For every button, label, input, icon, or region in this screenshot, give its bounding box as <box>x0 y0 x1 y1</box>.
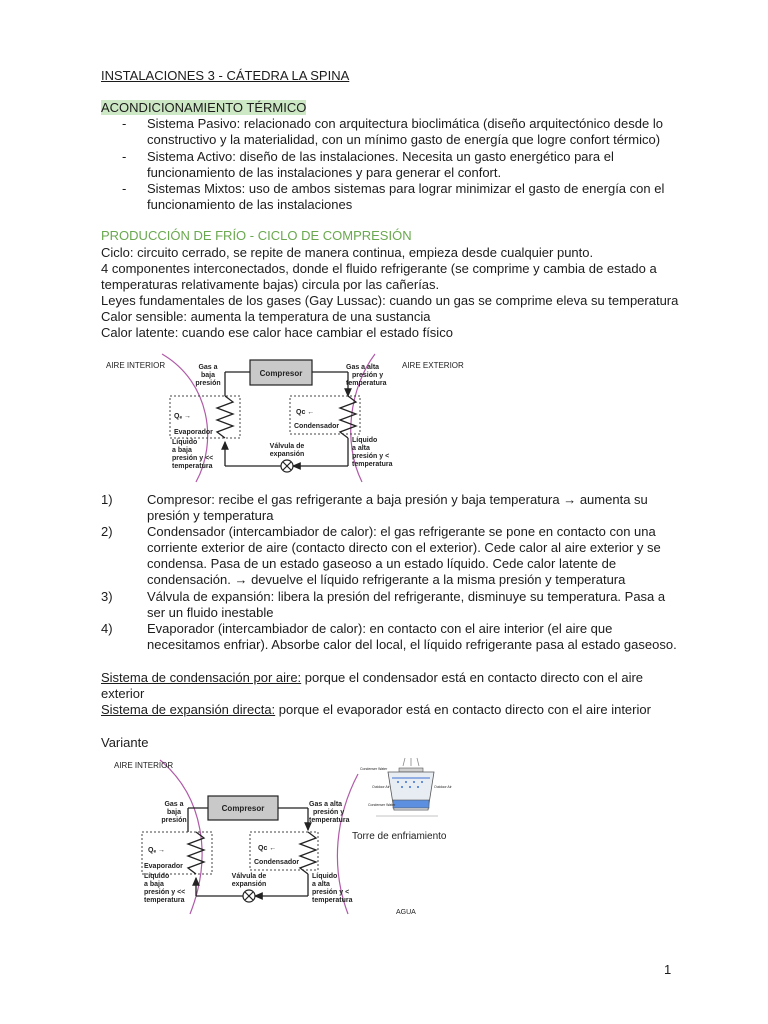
condenser-coil <box>340 396 356 438</box>
paragraph: Calor sensible: aumenta la temperatura de una sustancia <box>101 309 431 324</box>
tower-label: Condenser Water <box>360 767 388 771</box>
valve-label: Válvula de expansión <box>231 873 267 888</box>
definition-condensacion: Sistema de condensación por aire: porque el condensador está en contacto directo con el aire exterior <box>101 670 644 701</box>
liquido-alta-label: Líquido a alta presión y < temperatura <box>352 437 393 468</box>
condenser-coil <box>300 832 316 874</box>
list-number: 3) <box>101 589 113 604</box>
list-number: 1) <box>101 492 113 507</box>
document-title: INSTALACIONES 3 - CÁTEDRA LA SPINA <box>101 68 350 83</box>
tower-fan <box>399 768 423 772</box>
bullet-marker: - <box>122 116 127 131</box>
paragraph: Leyes fundamentales de los gases (Gay Lussac): cuando un gas se comprime eleva su temperatura <box>101 293 679 308</box>
torre-enfriamiento-label: Torre de enfriamiento <box>352 831 447 842</box>
list-item: Sistema Activo: diseño de las instalaciones. Necesita un gasto energético para el funcionamiento de las instalaciones y para generar el confort. <box>147 149 614 180</box>
compressor-label: Compresor <box>221 804 265 813</box>
paragraph: Calor latente: cuando ese calor hace cambiar el estado físico <box>101 325 453 340</box>
liquido-baja-label: Líquido a baja presión y << temperatura <box>144 873 186 904</box>
section-heading-acondicionamiento: ACONDICIONAMIENTO TÉRMICO <box>101 100 307 115</box>
evaporator-label: Evaporador <box>174 429 213 436</box>
condenser-label: Condensador <box>294 423 340 430</box>
aire-interior-label: AIRE INTERIOR <box>114 761 174 770</box>
evaporator-label: Evaporador <box>144 863 183 870</box>
refrigeration-cycle-diagram <box>100 352 500 482</box>
paragraph: 4 componentes interconectados, donde el fluido refrigerante (se comprime y cambia de estado a <box>101 261 657 276</box>
qe-label: Qₑ → <box>174 413 192 420</box>
paragraph: Ciclo: circuito cerrado, se repite de manera continua, empieza desde cualquier punto. <box>101 245 594 260</box>
paragraph: temperaturas relativamente bajas) circula por las cañerías. <box>101 277 440 292</box>
evaporator-coil <box>217 396 233 438</box>
tower-label: Outdoor Air <box>372 785 390 789</box>
agua-label: AGUA <box>396 909 416 916</box>
refrigeration-cycle-variant-diagram <box>108 756 480 916</box>
condenser-label: Condensador <box>254 859 300 866</box>
list-item: Válvula de expansión: libera la presión del refrigerante, disminuye su temperatura. Pasa a ser un fluido inestable <box>147 589 666 620</box>
gas-baja-label: Gas a baja presión <box>161 801 187 824</box>
cooling-tower-illustration <box>360 758 453 816</box>
gas-alta-label: Gas a alta presión y temperatura <box>309 801 350 824</box>
list-item: Compresor: recibe el gas refrigerante a baja presión y baja temperatura → aumenta su presión y temperatura <box>147 492 648 523</box>
page-number: 1 <box>664 962 672 977</box>
list-item: Sistemas Mixtos: uso de ambos sistemas para lograr minimizar el gasto de energía con el funcionamiento de las instalaciones <box>147 181 665 212</box>
list-item: Condensador (intercambiador de calor): el gas refrigerante se pone en contacto con una corriente exterior de aire (contacto directo con el exterior). Cede calor al aire exterior y se condensa. Pasa de un estado gaseoso a un estado líquido. Cede calor latente de condensación. → devuelve el líquido refrigerante a la misma presión y temperatura <box>147 524 661 587</box>
tower-water-basin <box>393 800 429 808</box>
qe-label: Qₑ → <box>148 847 166 854</box>
gas-baja-label: Gas a baja presión <box>195 364 221 387</box>
compressor-label: Compresor <box>259 369 303 378</box>
tower-label: Outdoor Air <box>434 785 452 789</box>
list-number: 4) <box>101 621 113 636</box>
liquido-alta-label: Líquido a alta presión y < temperatura <box>312 873 353 904</box>
bullet-marker: - <box>122 181 127 196</box>
variante-label: Variante <box>101 735 149 750</box>
definition-expansion: Sistema de expansión directa: porque el evaporador está en contacto directo con el aire interior <box>101 702 651 717</box>
qc-label: Qᴄ ← <box>258 845 277 852</box>
tower-label: Condenser Water <box>368 803 396 807</box>
list-number: 2) <box>101 524 113 539</box>
bullet-marker: - <box>122 149 127 164</box>
gas-alta-label: Gas a alta presión y temperatura <box>346 364 387 387</box>
aire-exterior-label: AIRE EXTERIOR <box>402 361 464 370</box>
list-item: Evaporador (intercambiador de calor): en contacto con el aire interior (el aire que necesitamos enfriar). Absorbe calor del local, el líquido refrigerante pasa al estado gaseoso. <box>147 621 677 652</box>
valve-label: Válvula de expansión <box>269 443 305 458</box>
qc-label: Qᴄ ← <box>296 409 315 416</box>
liquido-baja-label: Líquido a baja presión y << temperatura <box>172 439 214 470</box>
section-heading-produccion: PRODUCCIÓN DE FRÍO - CICLO DE COMPRESIÓN <box>101 228 412 243</box>
aire-interior-label: AIRE INTERIOR <box>106 361 166 370</box>
list-item: Sistema Pasivo: relacionado con arquitectura bioclimática (diseño arquitectónico desde lo constructivo y la materialidad, con un mínimo gasto de energía que logre confort térmico) <box>147 116 663 147</box>
